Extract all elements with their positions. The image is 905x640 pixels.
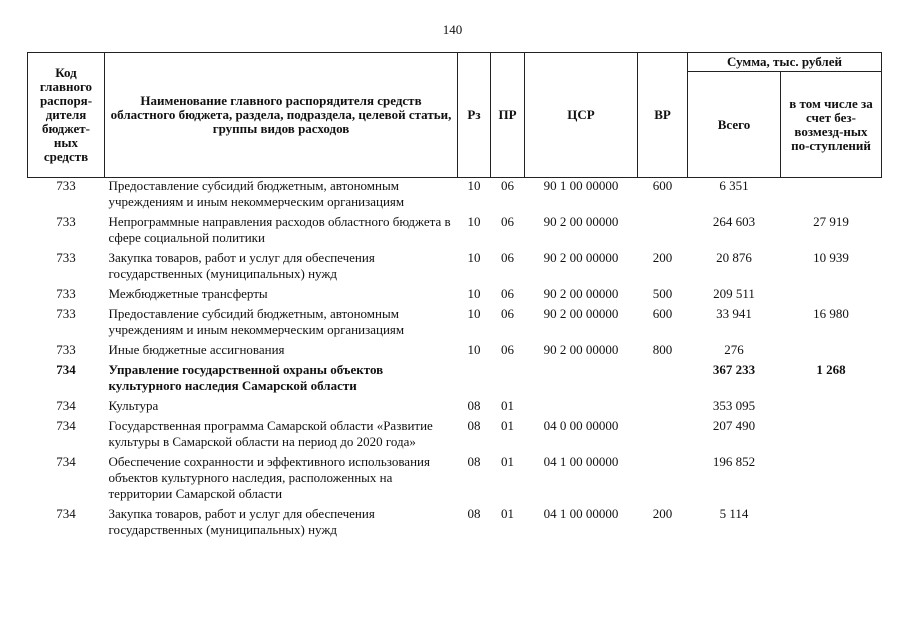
header-free: в том числе за счет без-возмезд-ных по-ступлений <box>781 72 882 178</box>
header-total: Всего <box>688 72 781 178</box>
cell-rz: 10 <box>467 286 481 301</box>
cell-free <box>781 341 882 361</box>
cell-free: 1 268 <box>816 362 846 377</box>
cell-csr <box>525 361 638 397</box>
cell-rz: 08 <box>467 418 481 433</box>
cell-rz: 10 <box>467 250 481 265</box>
cell-pr: 06 <box>501 250 514 265</box>
cell-name: Обеспечение сохранности и эффективного использования объектов культурного наследия, расположенных на территории Самарской области <box>108 454 430 501</box>
cell-pr: 01 <box>501 506 514 521</box>
cell-vr <box>638 417 688 453</box>
cell-total: 353 095 <box>712 398 756 413</box>
cell-rz: 08 <box>467 454 481 469</box>
cell-code: 733 <box>56 178 76 193</box>
table-row <box>28 417 882 453</box>
cell-code: 734 <box>56 418 76 433</box>
cell-total: 5 114 <box>719 506 749 521</box>
cell-vr: 200 <box>652 250 673 265</box>
cell-free <box>781 417 882 453</box>
cell-free <box>781 285 882 305</box>
cell-csr: 04 0 00 00000 <box>543 418 619 433</box>
table-row <box>28 453 882 505</box>
cell-vr <box>638 397 688 417</box>
cell-rz: 10 <box>467 178 481 193</box>
cell-code: 734 <box>56 454 76 469</box>
table-header <box>28 53 882 178</box>
cell-vr <box>638 213 688 249</box>
cell-csr: 90 1 00 00000 <box>543 178 619 193</box>
header-sum: Сумма, тыс. рублей <box>688 53 882 72</box>
cell-code: 733 <box>56 214 76 229</box>
cell-name: Государственная программа Самарской области «Развитие культуры в Самарской области на период до 2020 года» <box>108 418 433 449</box>
cell-total: 367 233 <box>712 362 756 377</box>
table-row <box>28 305 882 341</box>
cell-pr: 06 <box>501 306 514 321</box>
cell-rz: 10 <box>467 342 481 357</box>
table-row <box>28 178 882 214</box>
cell-vr: 200 <box>652 506 673 521</box>
cell-free: 16 980 <box>813 306 849 321</box>
table-row <box>28 285 882 305</box>
page-number: 140 <box>442 22 463 37</box>
cell-csr: 90 2 00 00000 <box>543 214 619 229</box>
cell-code: 733 <box>56 306 76 321</box>
cell-free <box>781 397 882 417</box>
table-row <box>28 505 882 541</box>
cell-vr <box>638 453 688 505</box>
cell-code: 733 <box>56 250 76 265</box>
cell-total: 209 511 <box>713 286 755 301</box>
cell-code: 734 <box>56 362 76 377</box>
cell-code: 733 <box>56 342 76 357</box>
cell-pr: 06 <box>501 214 514 229</box>
cell-total: 6 351 <box>719 178 749 193</box>
cell-total: 196 852 <box>712 454 756 469</box>
table-row <box>28 249 882 285</box>
cell-free <box>781 453 882 505</box>
cell-rz: 10 <box>467 306 481 321</box>
header-vr: ВР <box>638 53 688 178</box>
cell-pr: 06 <box>501 342 514 357</box>
cell-pr: 06 <box>501 286 514 301</box>
cell-code: 734 <box>56 506 76 521</box>
cell-rz: 10 <box>467 214 481 229</box>
header-name: Наименование главного распорядителя средств областного бюджета, раздела, подраздела, целевой статьи, группы видов расходов <box>105 53 458 178</box>
cell-pr: 01 <box>501 454 514 469</box>
header-csr: ЦСР <box>525 53 638 178</box>
cell-pr: 01 <box>501 418 514 433</box>
header-pr: ПР <box>491 53 525 178</box>
cell-free <box>781 505 882 541</box>
cell-csr <box>525 397 638 417</box>
table-row <box>28 397 882 417</box>
cell-name: Предоставление субсидий бюджетным, автономным учреждениям и иным некоммерческим организациям <box>108 178 405 209</box>
cell-total: 264 603 <box>712 214 756 229</box>
header-rz: Рз <box>458 53 491 178</box>
cell-vr: 600 <box>652 306 673 321</box>
cell-rz: 08 <box>467 506 481 521</box>
table-row <box>28 213 882 249</box>
header-code: Код главного распоря-дителя бюджет-ных средств <box>28 53 105 178</box>
cell-pr: 01 <box>501 398 514 413</box>
cell-name: Закупка товаров, работ и услуг для обеспечения государственных (муниципальных) нужд <box>108 250 375 281</box>
cell-code: 734 <box>56 398 76 413</box>
cell-free: 10 939 <box>813 250 849 265</box>
cell-name: Иные бюджетные ассигнования <box>108 342 285 357</box>
cell-pr <box>491 361 525 397</box>
cell-name: Культура <box>108 398 159 413</box>
cell-csr: 04 1 00 00000 <box>543 454 619 469</box>
cell-name: Закупка товаров, работ и услуг для обеспечения государственных (муниципальных) нужд <box>108 506 375 537</box>
cell-rz: 08 <box>467 398 481 413</box>
cell-total: 33 941 <box>716 306 752 321</box>
cell-total: 20 876 <box>716 250 752 265</box>
cell-name: Непрограммные направления расходов областного бюджета в сфере социальной политики <box>108 214 451 245</box>
cell-name: Межбюджетные трансферты <box>108 286 268 301</box>
table-row <box>28 361 882 397</box>
cell-pr: 06 <box>501 178 514 193</box>
cell-name: Управление государственной охраны объектов культурного наследия Самарской области <box>108 362 384 393</box>
cell-csr: 90 2 00 00000 <box>543 306 619 321</box>
budget-table <box>27 52 882 541</box>
cell-csr: 04 1 00 00000 <box>543 506 619 521</box>
cell-csr: 90 2 00 00000 <box>543 342 619 357</box>
cell-vr: 600 <box>652 178 673 193</box>
cell-total: 207 490 <box>712 418 756 433</box>
cell-free <box>781 178 882 214</box>
cell-vr <box>638 361 688 397</box>
cell-code: 733 <box>56 286 76 301</box>
cell-name: Предоставление субсидий бюджетным, автономным учреждениям и иным некоммерческим организациям <box>108 306 405 337</box>
cell-csr: 90 2 00 00000 <box>543 286 619 301</box>
cell-rz <box>458 361 491 397</box>
cell-csr: 90 2 00 00000 <box>543 250 619 265</box>
cell-total: 276 <box>724 342 744 357</box>
cell-vr: 800 <box>652 342 673 357</box>
cell-free: 27 919 <box>813 214 849 229</box>
table-row <box>28 341 882 361</box>
table-body <box>28 178 882 542</box>
cell-vr: 500 <box>652 286 673 301</box>
